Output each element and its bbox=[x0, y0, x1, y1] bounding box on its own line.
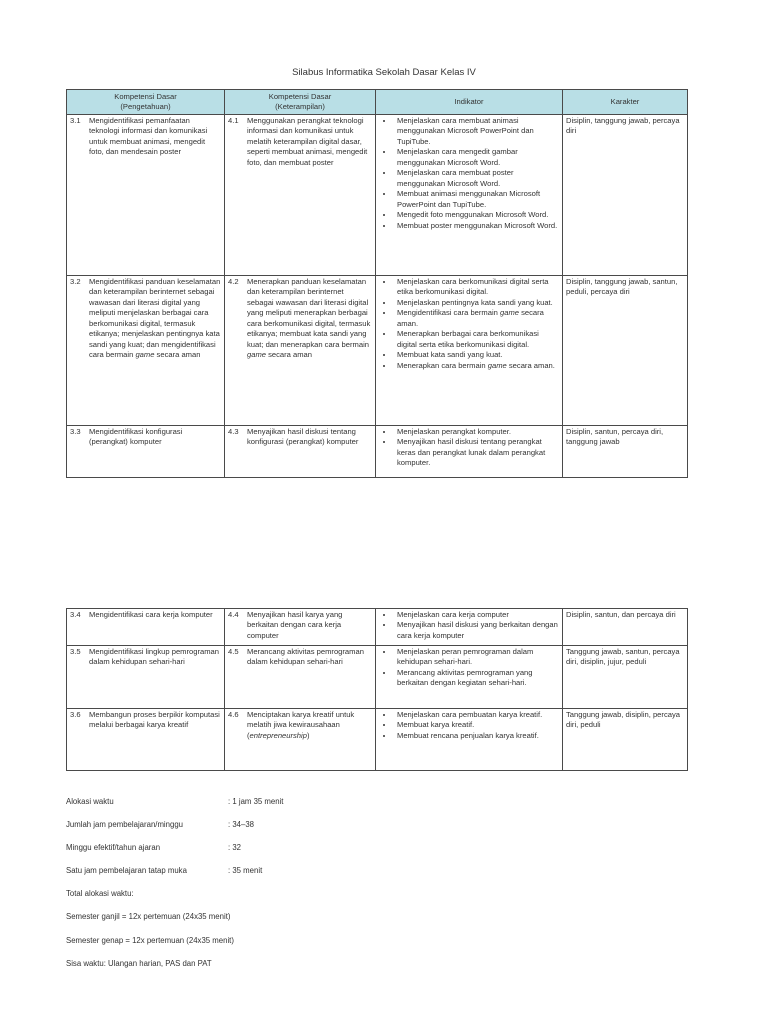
kd-keterampilan-cell bbox=[225, 276, 376, 426]
footer-label: Jumlah jam pembelajaran/minggu bbox=[66, 820, 184, 829]
footer-value: : 35 menit bbox=[228, 866, 263, 875]
syllabus-table-part-2 bbox=[66, 608, 688, 771]
indikator-list bbox=[379, 610, 559, 641]
indikator-cell bbox=[376, 115, 563, 276]
kd-number: 3.3 bbox=[70, 427, 81, 436]
footer-line-sisa-waktu bbox=[66, 959, 212, 968]
list-item: • Merancang aktivitas pemrograman yang berkaitan dengan kegiatan sehari-hari. bbox=[394, 668, 559, 689]
syllabus-table-part-1 bbox=[66, 89, 688, 478]
kd-text: Menyajikan hasil diskusi tentang konfigurasi (perangkat) komputer bbox=[247, 427, 359, 447]
kd-text: Menciptakan karya kreatif untuk melatih jiwa kewirausahaan (entrepreneurship) bbox=[247, 710, 355, 740]
footer-label: Alokasi waktu bbox=[66, 797, 114, 806]
header-indikator: Indikator bbox=[376, 90, 563, 115]
list-item: • Menerapkan cara bermain game secara aman. bbox=[394, 361, 559, 371]
kd-keterampilan-cell bbox=[225, 609, 376, 646]
list-item: • Membuat rencana penjualan karya kreatif. bbox=[394, 731, 559, 741]
header-kd-keterampilan: Kompetensi Dasar (Keterampilan) bbox=[225, 90, 376, 115]
karakter-cell: Disiplin, santun, percaya diri, tanggung jawab bbox=[563, 426, 688, 478]
footer-value: : 32 bbox=[228, 843, 242, 852]
table-row bbox=[67, 115, 688, 276]
kd-text: Mengidentifikasi lingkup pemrograman dalam kehidupan sehari-hari bbox=[89, 647, 220, 667]
list-item: • Menjelaskan cara berkomunikasi digital serta etika berkomunikasi digital. bbox=[394, 277, 559, 298]
footer-line-alokasi-waktu bbox=[66, 797, 284, 806]
indikator-list bbox=[379, 116, 559, 231]
list-item: • Membuat animasi menggunakan Microsoft PowerPoint dan TupiTube. bbox=[394, 189, 559, 210]
table-row bbox=[67, 276, 688, 426]
footer-line-total-alokasi bbox=[66, 889, 134, 898]
footer-line-semester-ganjil bbox=[66, 912, 230, 921]
list-item: • Menerapkan berbagai cara berkomunikasi digital serta etika berkomunikasi digital. bbox=[394, 329, 559, 350]
footer-label: Sisa waktu: Ulangan harian, PAS dan PAT bbox=[66, 959, 212, 968]
list-item: • Menjelaskan cara mengedit gambar menggunakan Microsoft Word. bbox=[394, 147, 559, 168]
kd-keterampilan-cell bbox=[225, 426, 376, 478]
indikator-cell bbox=[376, 609, 563, 646]
footer-label: Semester ganjil = 12x pertemuan (24x35 menit) bbox=[66, 912, 231, 921]
karakter-cell: Disiplin, santun, dan percaya diri bbox=[563, 609, 688, 646]
kd-number: 3.5 bbox=[70, 647, 81, 656]
list-item: • Menjelaskan cara membuat poster menggunakan Microsoft Word. bbox=[394, 168, 559, 189]
list-item: • Menjelaskan cara kerja computer bbox=[394, 610, 559, 620]
indikator-cell bbox=[376, 646, 563, 709]
footer-value: : 34–38 bbox=[228, 820, 255, 829]
kd-text: Mengidentifikasi panduan keselamatan dan keterampilan berinternet sebagai wawasan dari literasi digital yang meliputi menjelaskan berbagai cara berkomunikasi digital, termasuk etikanya; menjelaskan pentingnya kata sandi yang kuat; dan mengidentifikasi cara bermain game secara aman bbox=[89, 277, 221, 360]
kd-pengetahuan-cell bbox=[67, 276, 225, 426]
header-karakter: Karakter bbox=[563, 90, 688, 115]
table-row bbox=[67, 609, 688, 646]
kd-keterampilan-cell bbox=[225, 115, 376, 276]
list-item: • Menjelaskan perangkat komputer. bbox=[394, 427, 559, 437]
karakter-cell: Tanggung jawab, santun, percaya diri, disiplin, jujur, peduli bbox=[563, 646, 688, 709]
kd-text: Mengidentifikasi pemanfaatan teknologi informasi dan komunikasi untuk membuat animasi, mengedit foto, dan mendesain poster bbox=[89, 116, 208, 157]
kd-text: Mengidentifikasi konfigurasi (perangkat) komputer bbox=[89, 427, 183, 447]
header-kd-pengetahuan: Kompetensi Dasar (Pengetahuan) bbox=[67, 90, 225, 115]
footer-label: Total alokasi waktu: bbox=[66, 889, 134, 898]
kd-text: Membangun proses berpikir komputasi melalui berbagai karya kreatif bbox=[89, 710, 220, 730]
kd-pengetahuan-cell bbox=[67, 426, 225, 478]
list-item: • Mengidentifikasi cara bermain game secara aman. bbox=[394, 308, 559, 329]
karakter-cell: Tanggung jawab, disiplin, percaya diri, peduli bbox=[563, 709, 688, 771]
indikator-list bbox=[379, 647, 559, 689]
kd-number: 4.4 bbox=[228, 610, 239, 619]
list-item: • Menjelaskan cara pembuatan karya kreatif. bbox=[394, 710, 559, 720]
footer-line-semester-genap bbox=[66, 936, 234, 945]
indikator-cell bbox=[376, 426, 563, 478]
kd-number: 4.6 bbox=[228, 710, 239, 719]
kd-number: 4.5 bbox=[228, 647, 239, 656]
list-item: • Menjelaskan peran pemrograman dalam kehidupan sehari-hari. bbox=[394, 647, 559, 668]
kd-text: Menggunakan perangkat teknologi informasi dan komunikasi untuk melatih keterampilan digital dasar, seperti membuat animasi, mengedit foto, dan membuat poster bbox=[247, 116, 368, 167]
footer-label: Satu jam pembelajaran tatap muka bbox=[66, 866, 187, 875]
kd-text: Merancang aktivitas pemrograman dalam kehidupan sehari-hari bbox=[247, 647, 364, 667]
list-item: • Menyajikan hasil diskusi tentang perangkat keras dan perangkat lunak dalam perangkat komputer. bbox=[394, 437, 559, 468]
indikator-list bbox=[379, 277, 559, 371]
kd-number: 4.2 bbox=[228, 277, 239, 286]
kd-number: 3.4 bbox=[70, 610, 81, 619]
karakter-cell: Disiplin, tanggung jawab, santun, peduli, percaya diri bbox=[563, 276, 688, 426]
kd-number: 3.6 bbox=[70, 710, 81, 719]
indikator-list bbox=[379, 710, 559, 741]
footer-line-minggu-efektif bbox=[66, 843, 242, 852]
indikator-cell bbox=[376, 709, 563, 771]
kd-pengetahuan-cell bbox=[67, 709, 225, 771]
kd-pengetahuan-cell bbox=[67, 115, 225, 276]
kd-number: 3.1 bbox=[70, 116, 81, 125]
list-item: • Membuat karya kreatif. bbox=[394, 720, 559, 730]
table-row bbox=[67, 646, 688, 709]
indikator-list bbox=[379, 427, 559, 469]
page-title: Silabus Informatika Sekolah Dasar Kelas IV bbox=[292, 67, 476, 78]
kd-pengetahuan-cell bbox=[67, 646, 225, 709]
footer-line-jam-tatap-muka bbox=[66, 866, 263, 875]
footer-line-jam-per-minggu bbox=[66, 820, 255, 829]
table-row bbox=[67, 709, 688, 771]
list-item: • Menjelaskan pentingnya kata sandi yang kuat. bbox=[394, 298, 559, 308]
kd-text: Menerapkan panduan keselamatan dan keterampilan berinternet sebagai wawasan dari literasi digital yang meliputi menerapkan berbagai cara berkomunikasi digital, termasuk etikanya; membuat kata sandi yang kuat; dan menerapkan cara bermain game secara aman bbox=[247, 277, 371, 360]
list-item: • Menyajikan hasil diskusi yang berkaitan dengan cara kerja komputer bbox=[394, 620, 559, 641]
indikator-cell bbox=[376, 276, 563, 426]
list-item: • Membuat poster menggunakan Microsoft Word. bbox=[394, 221, 559, 231]
kd-number: 4.1 bbox=[228, 116, 239, 125]
list-item: • Membuat kata sandi yang kuat. bbox=[394, 350, 559, 360]
kd-text: Menyajikan hasil karya yang berkaitan dengan cara kerja computer bbox=[247, 610, 343, 640]
kd-number: 4.3 bbox=[228, 427, 239, 436]
footer-value: : 1 jam 35 menit bbox=[228, 797, 284, 806]
footer-label: Semester genap = 12x pertemuan (24x35 menit) bbox=[66, 936, 234, 945]
kd-keterampilan-cell bbox=[225, 709, 376, 771]
kd-pengetahuan-cell bbox=[67, 609, 225, 646]
karakter-cell: Disiplin, tanggung jawab, percaya diri bbox=[563, 115, 688, 276]
list-item: • Mengedit foto menggunakan Microsoft Word. bbox=[394, 210, 559, 220]
kd-text: Mengidentifikasi cara kerja komputer bbox=[89, 610, 213, 619]
kd-keterampilan-cell bbox=[225, 646, 376, 709]
table-row bbox=[67, 426, 688, 478]
kd-number: 3.2 bbox=[70, 277, 81, 286]
footer-label: Minggu efektif/tahun ajaran bbox=[66, 843, 161, 852]
list-item: • Menjelaskan cara membuat animasi menggunakan Microsoft PowerPoint dan TupiTube. bbox=[394, 116, 559, 147]
